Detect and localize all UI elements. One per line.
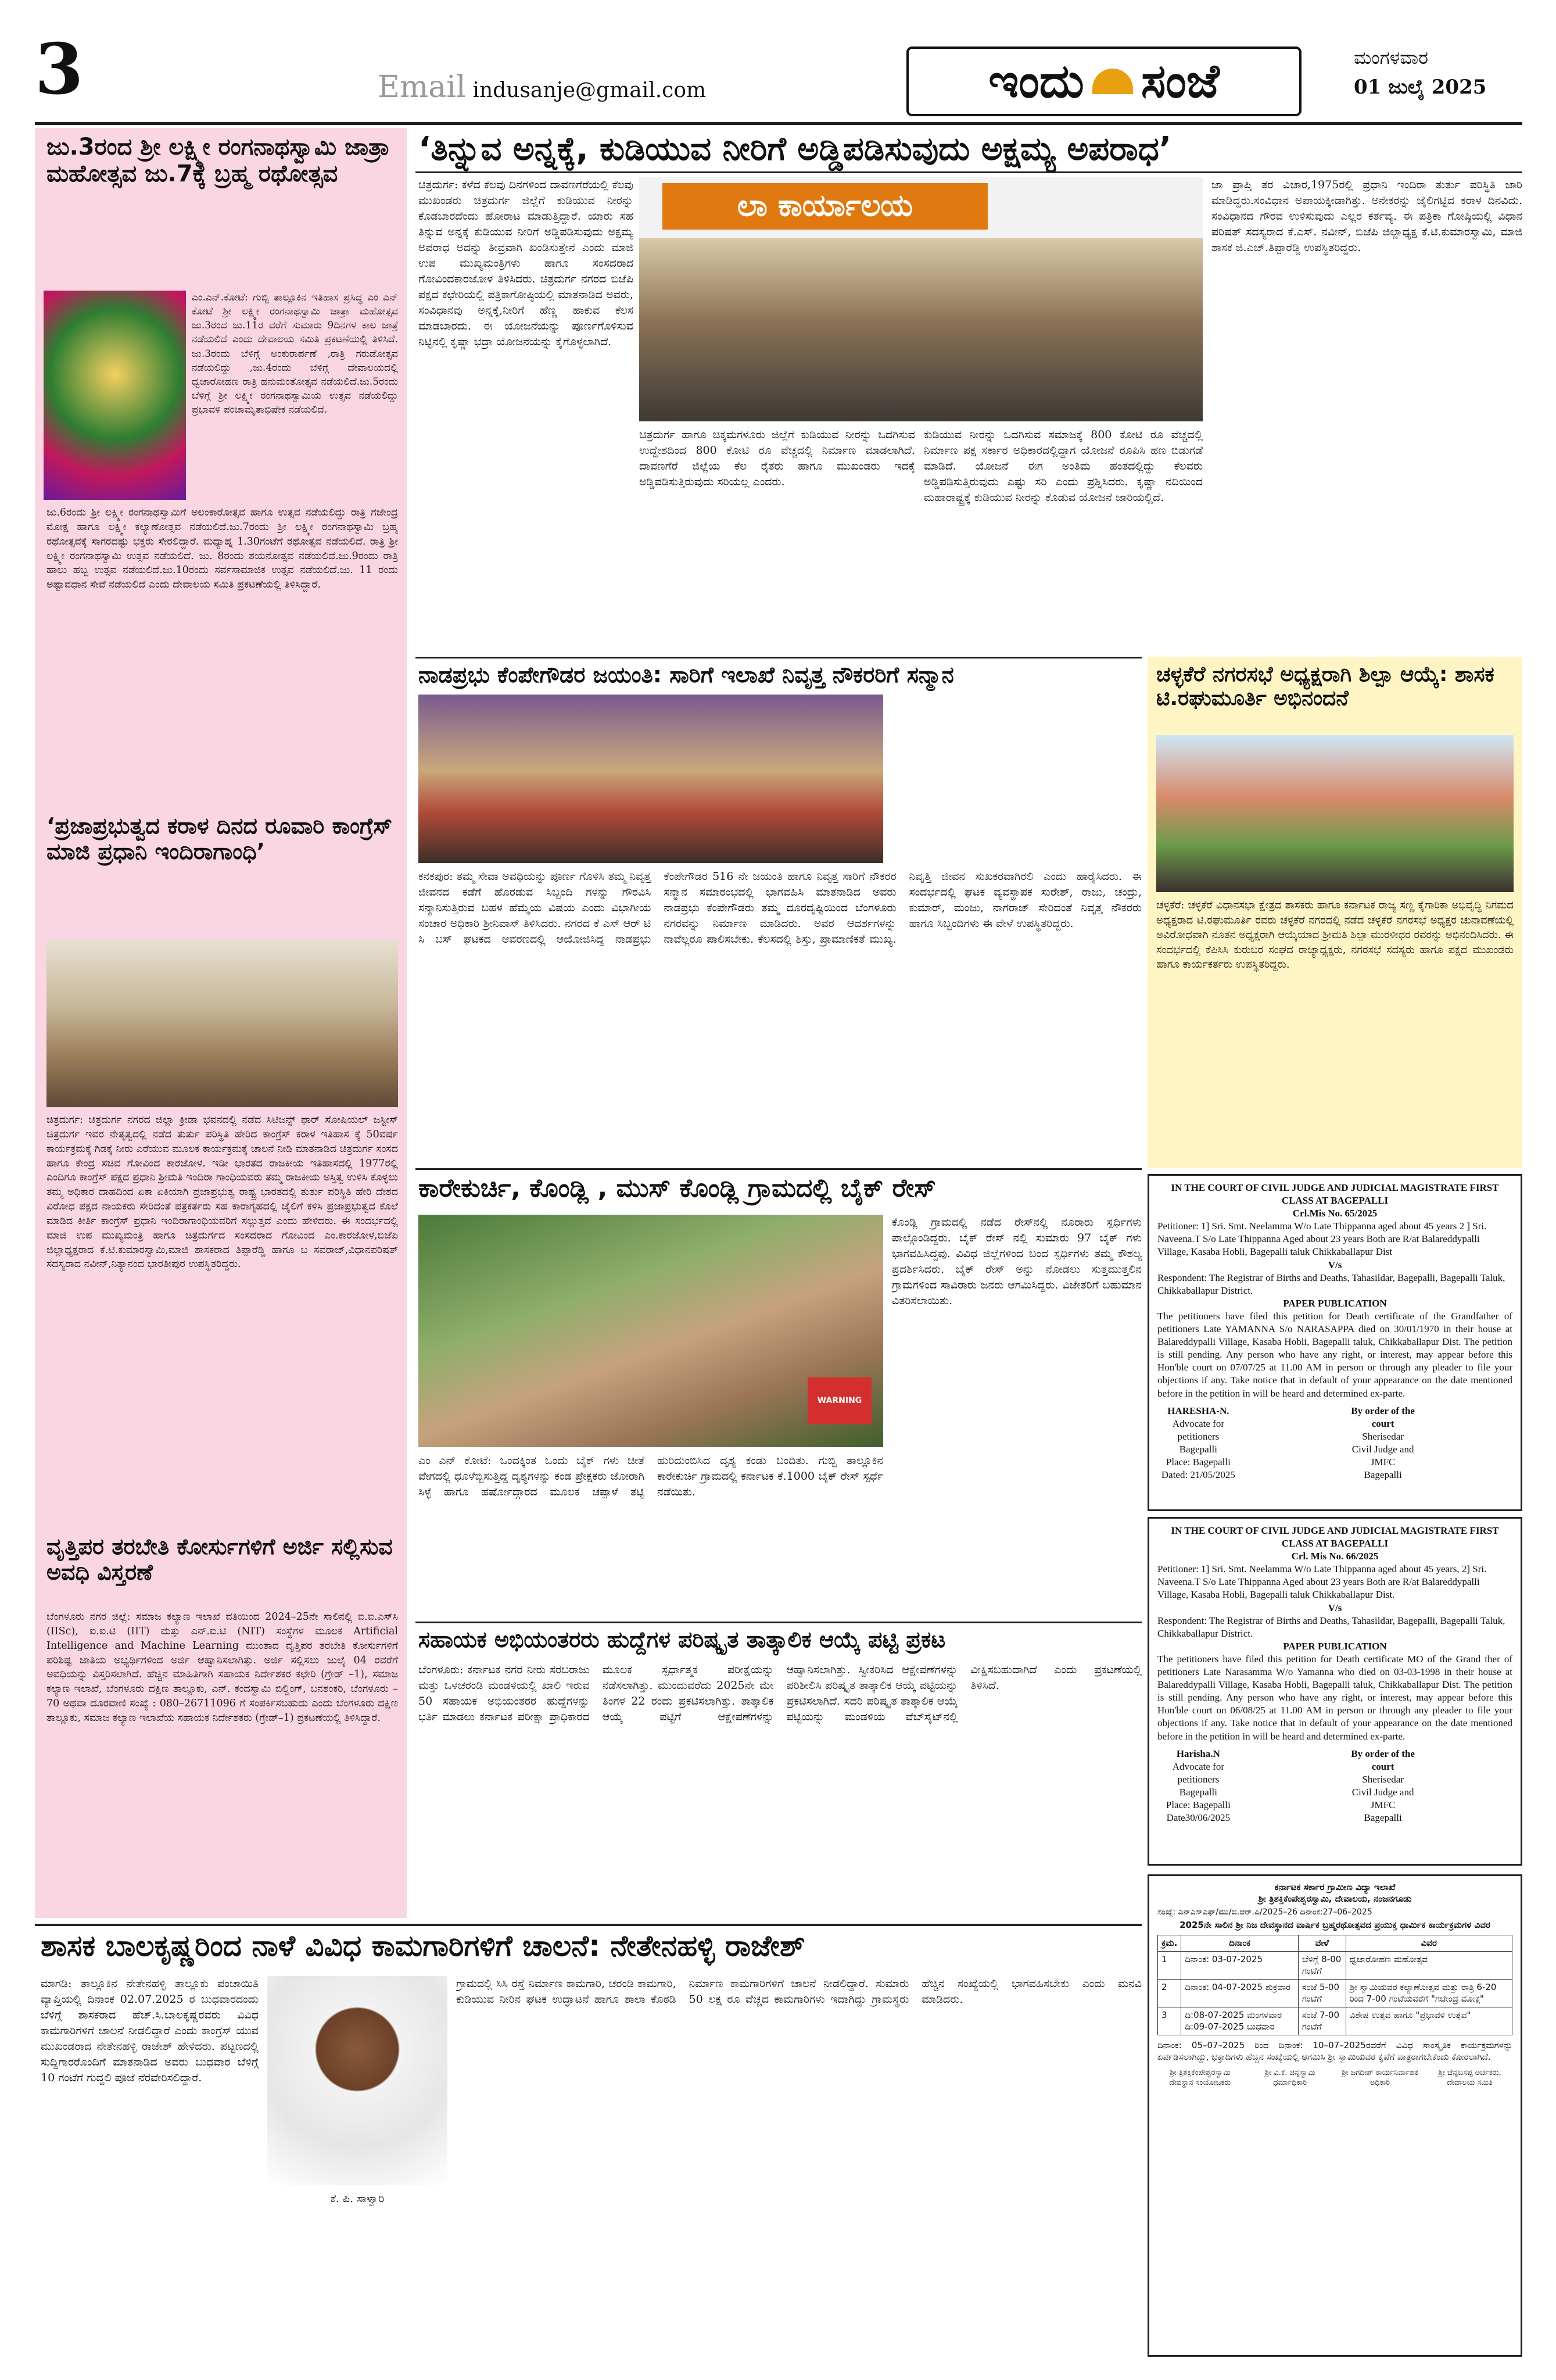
lead-rule: [415, 171, 1522, 173]
court-notice-1: [1148, 1174, 1522, 1511]
tender-col-header: ವಿವರ: [1346, 1935, 1512, 1952]
masthead-date: 01 ಜುಲೈ 2025: [1354, 76, 1487, 99]
tender-signatures: [1157, 2068, 1512, 2088]
lead-col1: ಚಿತ್ರದುರ್ಗ: ಕಳೆದ ಕೆಲವು ದಿನಗಳಿಂದ ದಾವಣಗೆರೆಯಲ್ಲಿ ಕೆಲವು ಮುಖಂಡರು ಚಿತ್ರದುರ್ಗ ಜಿಲ್ಲೆಗೆ ಕುಡಿಯುವ ನೀರನ್ನು ಕೊಡಬಾರದೆಂದು ಹೋರಾಟ ಮಾಡುತ್ತಿದ್ದಾರೆ. ಯಾರು ಸಹ ತಿನ್ನುವ ಅನ್ನಕ್ಕೆ ಕುಡಿಯುವ ನೀರಿಗೆ ಅಡ್ಡಿಪಡಿಸುವುದು ಅಕ್ಷಮ್ಯ ಅಪರಾಧ ಅದನ್ನು ತೀವ್ರವಾಗಿ ಖಂಡಿಸುತ್ತೇನೆ ಎಂದು ಮಾಜಿ ಉಪ ಮುಖ್ಯಮಂತ್ರಿಗಳು ಹಾಗೂ ಸಂಸದರಾದ ಗೋವಿಂದಕಾರಜೋಳ ತಿಳಿಸಿದರು. ಚಿತ್ರದುರ್ಗ ನಗರದ ಬಿಜೆಪಿ ಪಕ್ಷದ ಕಛೇರಿಯಲ್ಲಿ ಪತ್ರಿಕಾಗೋಷ್ಠಿಯಲ್ಲಿ ಮಾತನಾಡಿದ ಅವರು, ಸಂವಿಧಾನವು ಅನ್ನಕ್ಕೆ,ನೀರಿಗೆ ಹೆಣ್ಣ ಹಾಕುವ ಕೆಲಸ ಮಾಡಬಾರದು. ಈ ಯೋಜನೆಯನ್ನು ಪೂರ್ಣಗೊಳಿಸುವ ನಿಟ್ಟಿನಲ್ಲಿ ಕೃಷ್ಣಾ ಭದ್ರಾ ಯೋಜನೆಯನ್ನು ಕೈಗೊಳ್ಳಲಾಗಿದೆ.: [418, 178, 633, 348]
notice2-title: PAPER PUBLICATION: [1283, 1640, 1387, 1652]
notice1-signatures: [1157, 1405, 1512, 1482]
notice1-adv-name: HARESHA-N.: [1167, 1405, 1229, 1416]
notice1-order-court: Civil Judge and JMFC: [1351, 1443, 1414, 1468]
tender-head2: ಶ್ರೀ ತ್ರಿಶಕ್ತಿಕೆಂಪೇಶ್ವರಸ್ವಾಮಿ, ದೇವಾಲಯ, ನಂಜನಗೂಡು: [1258, 1893, 1412, 1904]
notice1-title: PAPER PUBLICATION: [1283, 1297, 1387, 1309]
portrait-photo: [267, 1976, 447, 2185]
story1-body: ಜು.6ರಂದು ಶ್ರೀ ಲಕ್ಷ್ಮೀ ರಂಗನಾಥಸ್ವಾಮಿಗೆ ಅಲಂಕಾರೋತ್ಸವ ಹಾಗೂ ಉತ್ಸವ ನಡೆಯಲಿದ್ದು ರಾತ್ರಿ ಗಜೇಂದ್ರ ಮೋಕ್ಷ ಹಾಗೂ ಲಕ್ಷ್ಮೀ ಕಲ್ಯಾಣೋತ್ಸವ ನಡೆಯಲಿದೆ.ಜು.7ರಂದು ಶ್ರೀ ಲಕ್ಷ್ಮೀ ರಂಗನಾಥಸ್ವಾಮಿ ಬ್ರಹ್ಮ ರಥೋತ್ಸವಕ್ಕೆ ಸಾಗರದಷ್ಟು ಭಕ್ತರು ಸೇರಲಿದ್ದಾರೆ. ಮಧ್ಯಾಹ್ನ 1.30ಗಂಟೆಗೆ ರಥೋತ್ಸವ ನಡೆಯಲಿದೆ. ರಾತ್ರಿ ಶ್ರೀ ಲಕ್ಷ್ಮೀ ರಂಗನಾಥಸ್ವಾಮಿ ಉತ್ಸವ ನಡೆಯಲಿದೆ. ಜು. 8ರಂದು ಶಯನೋತ್ಸವ ನಡೆಯಲಿದೆ.ಜು.9ರಂದು ರಾತ್ರಿ ಹಾಲು ಹಬ್ಬ ಉತ್ಸವ ನಡೆಯಲಿದೆ.ಜು.10ರಂದು ಸರ್ವಸಾಮಾಜಿಕ ಉತ್ಸವ ನಡೆಯಲಿದೆ.ಜು. 11 ರಂದು ಅಷ್ಟಾವಧಾನ ಸೇವೆ ನಡೆಯಲಿದೆ ಎಂದು ದೇವಾಲಯ ಸಮಿತಿ ಪ್ರಕಟಣೆಯಲ್ಲಿ ತಿಳಿಸಿದ್ದಾರೆ.: [46, 507, 398, 591]
table-row: [1158, 2007, 1512, 2035]
masthead-rule: [35, 122, 1522, 125]
deity-photo: [44, 291, 186, 500]
portrait-caption: ಕೆ. ಪಿ. ಸಾಳ್ವಾರಿ: [330, 2192, 385, 2205]
tender-col-header: ದಿನಾಂಕ: [1181, 1935, 1299, 1952]
masthead-weekday: ಮಂಗಳವಾರ: [1354, 46, 1429, 69]
logo-sun-icon: [1092, 69, 1133, 94]
email-line: [378, 70, 706, 105]
challakere-photo: [1156, 735, 1514, 892]
notice2-adv-place-label: Place: Bagepalli: [1166, 1799, 1231, 1810]
story3-body: ಬೆಂಗಳೂರು ನಗರ ಜಿಲ್ಲೆ: ಸಮಾಜ ಕಲ್ಯಾಣ ಇಲಾಖೆ ವತಿಯಿಂದ 2024–25ನೇ ಸಾಲಿನಲ್ಲಿ ಐ.ಐ.ಎಸ್‌ಸಿ (IISc), ಐ.ಐ.ಟಿ (IIT) ಮತ್ತು ಎನ್.ಐ.ಟಿ (NIT) ಸಂಸ್ಥೆಗಳ ಮೂಲಕ Artificial Intelligence and Machine Learning ಮುಂತಾದ ವೃತ್ತಿಪರ ತರಬೇತಿ ಕೋರ್ಸುಗಳಿಗೆ ಪರಿಶಿಷ್ಟ ಜಾತಿಯ ಅಭ್ಯರ್ಥಿಗಳಿಂದ ಅರ್ಜಿ ಆಹ್ವಾನಿಸಲಾಗಿತ್ತು. ಅರ್ಜಿ ಸಲ್ಲಿಸಲು ಜುಲೈ 04 ರವರೆಗೆ ಅವಧಿಯನ್ನು ವಿಸ್ತರಿಸಲಾಗಿದೆ. ಹೆಚ್ಚಿನ ಮಾಹಿತಿಗಾಗಿ ಸಹಾಯಕ ನಿರ್ದೇಶಕರ ಕಛೇರಿ (ಗ್ರೇಡ್ –1), ಸಮಾಜ ಕಲ್ಯಾಣ ಇಲಾಖೆ, ಬೆಂಗಳೂರು ದಕ್ಷಿಣ ತಾಲ್ಲೂಕು, ಎನ್. ಕಂದಸ್ವಾಮಿ ಬಿಲ್ಡಿಂಗ್, ಬನಶಂಕರಿ, ಬೆಂಗಳೂರು –70 ಅಥವಾ ದೂರವಾಣಿ ಸಂಖ್ಯೆ : 080–26711096 ಗೆ ಸಂಪರ್ಕಿಸಬಹುದು ಎಂದು ಬೆಂಗಳೂರು ದಕ್ಷಿಣ ತಾಲ್ಲೂಕು, ಸಮಾಜ ಕಲ್ಯಾಣ ಇಲಾಖೆಯ ಸಹಾಯಕ ನಿರ್ದೇಶಕರು (ಗ್ರೇಡ್–1) ಪ್ರಕಟಣೆಯಲ್ಲಿ ತಿಳಿಸಿದ್ದಾರೆ.: [46, 1611, 398, 1724]
tender-signature: ಶ್ರೀ ತ್ರಿಶಕ್ತಿಕೆಂಪೇಶ್ವರಸ್ವಾಮಿ ದೇವಸ್ಥಾನ ಸಂಯೋಜಕರು: [1169, 2068, 1231, 2088]
bike-photo: [418, 1215, 883, 1447]
notice1-adv-role: Advocate for petitioners: [1172, 1418, 1224, 1442]
tender-cell: ಧ್ವಜಾರೋಹಣ ಮಹೋತ್ಸವ: [1346, 1952, 1512, 1980]
tender-table-header: [1158, 1935, 1512, 1952]
notice1-adv-place: Bagepalli: [1179, 1443, 1217, 1455]
tender-cell: ದಿನಾಂಕ: 03-07-2025: [1181, 1952, 1299, 1980]
tender-cell: ಬೆಳಿಗ್ಗೆ 8-00 ಗಂಟೆಗೆ: [1298, 1952, 1346, 1980]
court-notice-2: [1148, 1517, 1522, 1866]
bike-headline: ಕಾರೇಕುರ್ಚಿ, ಕೊಂಡ್ಲಿ , ಮುಸ್ ಕೊಂಡ್ಲಿ ಗ್ರಾಮದಲ್ಲಿ ಬೈಕ್ ರೇಸ್: [418, 1173, 936, 1203]
tender-col-header: ವೇಳೆ: [1298, 1935, 1346, 1952]
notice1-case: Crl.Mis No. 65/2025: [1292, 1208, 1378, 1219]
tender-head1: ಕರ್ನಾಟಕ ಸರ್ಕಾರ ಗ್ರಾಮೀಣ ವಿದ್ಯಾ ಇಲಾಖೆ: [1274, 1882, 1396, 1892]
tender-signature: ಶ್ರೀ ಚೆನ್ನಬಸಪ್ಪ ಅರ್ಚಕರು, ದೇವಾಲಯ ಸಮಿತಿ: [1438, 2068, 1501, 2088]
tender-cell: ದಿನಾಂಕ: 04-07-2025 ಶುಕ್ರವಾರ: [1181, 1980, 1299, 2007]
bike-right-text: ಕೊಂಡ್ಲಿ ಗ್ರಾಮದಲ್ಲಿ ನಡೆದ ರೇಸ್‌ನಲ್ಲಿ ನೂರಾರು ಸ್ಪರ್ಧಿಗಳು ಪಾಲ್ಗೊಂಡಿದ್ದರು. ಬೈಕ್ ರೇಸ್ ನಲ್ಲಿ ಸುಮಾರು 97 ಬೈಕ್ ಗಳು ಭಾಗವಹಿಸಿದ್ದವು. ವಿವಿಧ ಜಿಲ್ಲೆಗಳಿಂದ ಬಂದ ಸ್ಪರ್ಧಿಗಳು ತಮ್ಮ ಕೌಶಲ್ಯ ಪ್ರದರ್ಶಿಸಿದರು. ಬೈಕ್ ರೇಸ್ ಅನ್ನು ನೋಡಲು ಸುತ್ತಮುತ್ತಲಿನ ಗ್ರಾಮಗಳಿಂದ ಸಾವಿರಾರು ಜನರು ಆಗಮಿಸಿದ್ದರು. ವಿಜೇತರಿಗೆ ಬಹುಮಾನ ವಿತರಿಸಲಾಯಿತು.: [892, 1216, 1142, 1307]
bottom-left-text: ಮಾಗಡಿ: ತಾಲ್ಲೂಕಿನ ನೇತೇನಹಳ್ಳಿ ತಾಲ್ಲೂಕು ಪಂಚಾಯಿತಿ ವ್ಯಾಪ್ತಿಯಲ್ಲಿ ದಿನಾಂಕ 02.07.2025 ರ ಬುಧವಾರದಂದು ಬೆಳಿಗ್ಗೆ ಶಾಸಕರಾದ ಹೆಚ್.ಸಿ.ಬಾಲಕೃಷ್ಣರವರು ವಿವಿಧ ಕಾಮಗಾರಿಗಳಿಗೆ ಚಾಲನೆ ನೀಡಲಿದ್ದಾರೆ ಎಂದು ಕಾಂಗ್ರೆಸ್ ಯುವ ಮುಖಂಡರಾದ ನೇತೇನಹಳ್ಳಿ ರಾಜೇಶ್ ಹೇಳಿದರು. ಪಟ್ಟಣದಲ್ಲಿ ಸುದ್ದಿಗಾರರೊಂದಿಗೆ ಮಾತನಾಡಿದ ಅವರು ಬುಧವಾರ ಬೆಳಿಗ್ಗೆ 10 ಗಂಟೆಗೆ ಗುದ್ದಲಿ ಪೂಜೆ ನೆರವೇರಿಸಲಿದ್ದಾರೆ.: [41, 1977, 259, 2084]
notice2-adv-date: Date30/06/2025: [1166, 1812, 1231, 1824]
notice2-adv-place: Bagepalli: [1179, 1786, 1217, 1798]
notice2-order: By order of the court: [1351, 1748, 1415, 1772]
temple-notice: [1148, 1874, 1522, 2357]
logo-left: ಇಂದು: [988, 54, 1084, 108]
notice2-adv-name: Harisha.N: [1176, 1748, 1220, 1759]
notice2-order-place: Bagepalli: [1364, 1812, 1402, 1824]
notice2-order-court: Civil Judge and JMFC: [1351, 1786, 1414, 1810]
story2-headline: ‘ಪ್ರಜಾಪ್ರಭುತ್ವದ ಕರಾಳ ದಿನದ ರೂವಾರಿ ಕಾಂಗ್ರೆಸ್ ಮಾಜಿ ಪ್ರಧಾನಿ ಇಂದಿರಾಗಾಂಧಿ’: [46, 813, 393, 864]
notice1-petitioners: Petitioner: 1] Sri. Smt. Neelamma W/o Late Thippanna aged about 45 years 2 ] Sri. Naveena.T S/o Late Thippanna Aged about 23 years Both are R/at Balareddypalli Village, Kasaba Hobli, Bagepalli taluk Chikkaballapur Dist: [1157, 1221, 1487, 1258]
email-address[interactable]: indusanje@gmail.com: [472, 78, 707, 102]
engineer-headline: ಸಹಾಯಕ ಅಭಿಯಂತರರು ಹುದ್ದೆಗಳ ಪರಿಷ್ಕೃತ ತಾತ್ಕಾಲಿಕ ಆಯ್ಕೆ ಪಟ್ಟಿ ಪ್ರಕಟ: [418, 1627, 946, 1652]
lead-col3: ಕುಡಿಯುವ ನೀರನ್ನು ಒದಗಿಸುವ ಸಮಾಜಕ್ಕೆ 800 ಕೋಟಿ ರೂ ವೆಚ್ಚದಲ್ಲಿ ನಿರ್ಮಾಣ ಪಕ್ಷ ಸರ್ಕಾರ ಅಧಿಕಾರದಲ್ಲಿದ್ದಾಗ ಯೋಜನೆ ರೂಪಿಸಿ ಹಣ ಬಿಡುಗಡೆ ಮಾಡಿದೆ. ಯೋಜನೆ ಈಗ ಅಂತಿಮ ಹಂತದಲ್ಲಿದ್ದು ಕೆಲವರು ಅಡ್ಡಿಪಡಿಸುತ್ತಿರುವುದು ಎಷ್ಟು ಸರಿ ಎಂದು ಪ್ರಶ್ನಿಸಿದರು. ಕೃಷ್ಣಾ ನದಿಯಿಂದ ಮಹಾರಾಷ್ಟ್ರಕ್ಕೆ ಕುಡಿಯುವ ನೀರನ್ನು ಕೊಡುವ ಯೋಜನೆ ಜಾರಿಯಲ್ಲಿದೆ.: [924, 428, 1203, 504]
bike-left-text: ಎಂ ಎನ್ ಕೋಟೆ: ಒಂದಕ್ಕಿಂತ ಒಂದು ಬೈಕ್ ಗಳು ಚೀತೆ ವೇಗದಲ್ಲಿ ಧೂಳೆಬ್ಬಿಸುತ್ತಿದ್ದ ದೃಶ್ಯಗಳನ್ನು ಕಂಡ ಪ್ರೇಕ್ಷಕರು ಜೋರಾಗಿ ಸಿಳ್ಳೆ ಹಾಗೂ ಹರ್ಷೋದ್ಗಾರದ ಮೂಲಕ ಚಪ್ಪಾಳೆ ತಟ್ಟಿ ಹುರಿದುಂಬಿಸಿದ ದೃಶ್ಯ ಕಂಡು ಬಂದಿತು. ಗುಬ್ಬಿ ತಾಲ್ಲೂಕಿನ ಕಾರೇಕುರ್ಚಿ ಗ್ರಾಮದಲ್ಲಿ ಕರ್ನಾಟಕ ಕೆ.1000 ಬೈಕ್ ರೇಸ್ ಸ್ಪರ್ಧೆ ನಡೆಯಿತು.: [418, 1454, 883, 1498]
kempegowda-body: ಕನಕಪುರ: ತಮ್ಮ ಸೇವಾ ಅವಧಿಯನ್ನು ಪೂರ್ಣ ಗೊಳಿಸಿ ತಮ್ಮ ನಿವೃತ್ತ ಜೀವನದ ಕಡೆಗೆ ಹೊರಡುವ ಸಿಬ್ಬಂದಿ ಗಳನ್ನು ಗೌರವಿಸಿ ಸನ್ಮಾನಿಸುತ್ತಿರುವ ಬಹಳ ಹೆಮ್ಮೆಯ ವಿಷಯ ಎಂದು ವಿಭಾಗೀಯ ಸಂಚಾರ ಅಧಿಕಾರಿ ಶ್ರೀನಿವಾಸ್ ತಿಳಿಸಿದರು. ನಗರದ ಕೆ ಎಸ್ ಆರ್ ಟಿ ಸಿ ಬಸ್ ಘಟಕದ ಆವರಣದಲ್ಲಿ ಆಯೋಜಿಸಿದ್ದ ನಾಡಪ್ರಭು ಕೆಂಪೇಗೌಡರ 516 ನೇ ಜಯಂತಿ ಹಾಗೂ ನಿವೃತ್ತ ಸಾರಿಗೆ ನೌಕರರ ಸನ್ಮಾನ ಸಮಾರಂಭದಲ್ಲಿ ಭಾಗವಹಿಸಿ ಮಾತನಾಡಿದ ಅವರು ನಾಡಪ್ರಭು ಕೆಂಪೇಗೌಡರು ತಮ್ಮ ದೂರದೃಷ್ಟಿಯಿಂದ ಬೆಂಗಳೂರು ನಗರವನ್ನು ನಿರ್ಮಾಣ ಮಾಡಿದರು. ಅವರ ಆದರ್ಶಗಳನ್ನು ನಾವೆಲ್ಲರೂ ಪಾಲಿಸಬೇಕು. ಕೆಲಸದಲ್ಲಿ ಶಿಸ್ತು, ಪ್ರಾಮಾಣಿಕತೆ ಮುಖ್ಯ. ನಿವೃತ್ತಿ ಜೀವನ ಸುಖಕರವಾಗಿರಲಿ ಎಂದು ಹಾರೈಸಿದರು. ಈ ಸಂದರ್ಭದಲ್ಲಿ ಘಟಕ ವ್ಯವಸ್ಥಾಪಕ ಸುರೇಶ್, ರಾಜು, ಚಂದ್ರು, ಕುಮಾರ್, ಮಂಜು, ನಾಗರಾಜ್ ಸೇರಿದಂತೆ ನಿವೃತ್ತ ನೌಕರರು ಹಾಗೂ ಸಿಬ್ಬಂದಿಗಳು ಈ ವೇಳೆ ಉಪಸ್ಥಿತರಿದ್ದರು.: [418, 870, 1142, 946]
kempegowda-photo: [418, 695, 883, 863]
story1-headline: ಜು.3ರಂದ ಶ್ರೀ ಲಕ್ಷ್ಮೀ ರಂಗನಾಥಸ್ವಾಮಿ ಜಾತ್ರಾ ಮಹೋತ್ಸವ ಜು.7ಕ್ಕೆ ಬ್ರಹ್ಮ ರಥೋತ್ಸವ: [46, 134, 390, 187]
challakere-headline: ಚಳ್ಳಕೆರೆ ನಗರಸಭೆ ಅಧ್ಯಕ್ಷರಾಗಿ ಶಿಲ್ಪಾ ಆಯ್ಕೆ: ಶಾಸಕ ಟಿ.ರಘುಮೂರ್ತಿ ಅಭಿನಂದನೆ: [1156, 663, 1494, 711]
notice1-order: By order of the court: [1351, 1405, 1415, 1429]
tender-signature: ಶ್ರೀ ವಿ.ಕೆ. ಚಿನ್ನಸ್ವಾಮಿ ಧರ್ಮಾಧಿಕಾರಿ: [1264, 2068, 1315, 2088]
tender-signature: ಶ್ರೀ ಜಗದೀಶ್ ಕಾರ್ಯನಿರ್ವಾಹಕ ಅಧಿಕಾರಿ: [1341, 2068, 1418, 2088]
tender-title: 2025ನೇ ಸಾಲಿನ ಶ್ರೀ ನಿಜ ದೇವಸ್ಥಾನದ ವಾರ್ಷಿಕ ಬ್ರಹ್ಮರಥೋತ್ಸವದ ಪ್ರಯುಕ್ತ ಧಾರ್ಮಿಕ ಕಾರ್ಯಕ್ರಮಗಳ ವಿವರ: [1179, 1920, 1490, 1931]
notice2-body: The petitioners have filed this petition for Death certificate MO of the Grand ther of petitioners Late Narasamma W/o Yamanna who died on 03-03-1998 in their house at Balareddypalli Village, Kasaba Hobli, Bagepalli taluk, Chikkaballapur Dist. The petition is still pending. Any person who have any right, or interest, may appear before this Hon'ble court on 06/08/25 at 11.00 AM in person or through any pleader to file your objections if any. Take notice that in default of your appearance on the date mentioned before in the petition in will be heard and determined ex-parte.: [1157, 1653, 1512, 1742]
story1-intro: ಎಂ.ಎನ್.ಕೋಟೆ: ಗುಬ್ಬಿ ತಾಲ್ಲೂಕಿನ ಇತಿಹಾಸ ಪ್ರಸಿದ್ಧ ಎಂ ಎನ್ ಕೋಟೆ ಶ್ರೀ ಲಕ್ಷ್ಮೀ ರಂಗನಾಥಸ್ವಾಮಿ ಜಾತ್ರಾ ಮಹೋತ್ಸವ ಜು.3ರಂದ ಜು.11ರ ವರೆಗೆ ಸುಮಾರು 9ದಿನಗಳ ಕಾಲ ಜಾತ್ರೆ ನಡೆಯಲಿದೆ ಎಂದು ದೇವಾಲಯ ಸಮಿತಿ ಪ್ರಕಟಣೆಯಲ್ಲಿ ತಿಳಿಸಿದೆ. ಜು.3ರಂದು ಬೆಳಿಗ್ಗೆ ಅಂಕುರಾರ್ಪಣೆ ,ರಾತ್ರಿ ಗರುಡೋತ್ಸವ ನಡೆಯಲಿದ್ದು ,ಜು.4ರಂದು ಬೆಳಿಗ್ಗೆ ದೇವಾಲಯದಲ್ಲಿ ಧ್ವಜಾರೋಹಣ ರಾತ್ರಿ ಹನುಮಂತೋತ್ಸವ ನಡೆಯಲಿದೆ.ಜು.5ರಂದು ಬೆಳಿಗ್ಗೆ ಶ್ರೀ ಲಕ್ಷ್ಮೀ ರಂಗನಾಥಸ್ವಾಮಿಯ ಉತ್ಸವ ನಡೆಯಲಿದ್ದು ಪ್ರಭಾವಳಿ ಪಂಚಾಮೃತಾಭಿಷೇಕ ನಡೆಯಲಿದೆ.: [192, 292, 398, 416]
lead-banner-text: ಲಾ ಕಾರ್ಯಾಲಯ: [737, 188, 913, 224]
kempegowda-headline: ನಾಡಪ್ರಭು ಕೆಂಪೇಗೌಡರ ಜಯಂತಿ: ಸಾರಿಗೆ ಇಲಾಖೆ ನಿವೃತ್ತ ನೌಕರರಿಗೆ ಸನ್ಮಾನ: [418, 662, 954, 688]
tender-ref: ಸಂಖ್ಯೆ: ಎನ್‌ಎಸ್‌ಎಫ್/ಮು/ಜಿ.ಆರ್.ಪಿ/2025–26 ದಿನಾಂಕ:27–06–2025: [1157, 1907, 1372, 1917]
table-row: [1158, 1980, 1512, 2007]
story3-headline: ವೃತ್ತಿಪರ ತರಬೇತಿ ಕೋರ್ಸುಗಳಿಗೆ ಅರ್ಜಿ ಸಲ್ಲಿಸುವ ಅವಧಿ ವಿಸ್ತರಣೆ: [46, 1534, 393, 1585]
lead-banner: [662, 183, 988, 230]
notice2-petitioners: Petitioner: 1] Sri. Smt. Neelamma W/o Late Thippanna aged about 45 years, 2] Sri. Naveena.T S/o Late Thippanna Aged about 23 years Both are R/at Balareddypalli Village, Kasaba Hobli, Bagepalli taluk Chikkaballapur Dist.: [1157, 1563, 1487, 1601]
bottom-right-text: ಗ್ರಾಮದಲ್ಲಿ ಸಿಸಿ ರಸ್ತೆ ನಿರ್ಮಾಣ ಕಾಮಗಾರಿ, ಚರಂಡಿ ಕಾಮಗಾರಿ, ಕುಡಿಯುವ ನೀರಿನ ಘಟಕ ಉದ್ಘಾಟನೆ ಹಾಗೂ ಶಾಲಾ ಕೊಠಡಿ ನಿರ್ಮಾಣ ಕಾಮಗಾರಿಗಳಿಗೆ ಚಾಲನೆ ನೀಡಲಿದ್ದಾರೆ. ಸುಮಾರು 50 ಲಕ್ಷ ರೂ ವೆಚ್ಚದ ಕಾಮಗಾರಿಗಳು ಇದಾಗಿದ್ದು ಗ್ರಾಮಸ್ಥರು ಹೆಚ್ಚಿನ ಸಂಖ್ಯೆಯಲ್ಲಿ ಭಾಗವಹಿಸಬೇಕು ಎಂದು ಮನವಿ ಮಾಡಿದರು.: [456, 1977, 1142, 2006]
notice1-adv-place-label: Place: Bagepalli: [1166, 1456, 1231, 1468]
notice1-vs: V/s: [1328, 1259, 1342, 1270]
notice1-body: The petitioners have filed this petition for Death certificate of the Grandfather of petitioners Late YAMANNA S/o NARASAPPA died on 30/01/1970 in their house at Balareddypalli Village, Kasaba Hobli, Bagepalli taluk, Chikkaballapur Dist. The petition is still pending. Any person who have any right, or interest, may appear before this Hon'ble court on 07/07/25 at 11.00 AM in person or through any pleader to file your objections if any. Take notice that in default of your appearance on the date mentioned before in the petition in will be heard and determined ex-parte.: [1157, 1310, 1512, 1399]
tender-cell: ದಿ:08-07-2025 ಮಂಗಳವಾರ ದಿ:09-07-2025 ಬುಧವಾರ: [1181, 2007, 1299, 2035]
bike-rule: [415, 1168, 1142, 1170]
email-label: Email: [378, 70, 466, 105]
story2-photo: [46, 939, 398, 1107]
logo-right: ಸಂಜೆ: [1141, 54, 1220, 108]
story2-body: ಚಿತ್ರದುರ್ಗ: ಚಿತ್ರದುರ್ಗ ನಗರದ ಜಿಲ್ಲಾ ಕ್ರೀಡಾ ಭವನದಲ್ಲಿ ನಡೆದ ಸಿಟಿಜನ್ಸ್ ಫಾರ್ ಸೋಷಿಯಲ್ ಜಸ್ಟೀಸ್ ಚಿತ್ರದುರ್ಗ ಇವರ ನೇತೃತ್ವದಲ್ಲಿ ನಡೆದ ತುರ್ತು ಪರಿಸ್ಥಿತಿ ಹೇರಿದ ಕಾಂಗ್ರೆಸ್ ಕರಾಳ ಇತಿಹಾಸ ಕ್ಕೆ 50ವರ್ಷ ಕಾರ್ಯಕ್ರಮಕ್ಕೆ ಗಿಡಕ್ಕೆ ನೀರು ಎರೆಯುವ ಮೂಲಕ ಕಾರ್ಯಕ್ರಮಕ್ಕೆ ಚಾಲನೆ ನೀಡಿ ಮಾತನಾಡಿದ ಚಿತ್ರದುರ್ಗ ಸಂಸದ ಹಾಗೂ ಕೇಂದ್ರ ಸಚಿವ ಗೋವಿಂದ ಕಾರಜೋಳ. ಇಡೀ ಭಾರತದ ರಾಜಕೀಯ ಇತಿಹಾಸದಲ್ಲಿ 1977ರಲ್ಲಿ ಎಂದಿಗೂ ಕಾಂಗ್ರೆಸ್ ಪಕ್ಷದ ಪ್ರಧಾನಿ ಶ್ರೀಮತಿ ಇಂದಿರಾ ಗಾಂಧಿಯವರು ತಮ್ಮ ರಾಜಕೀಯ ಅಸ್ತಿತ್ವ ಉಳಿಸಿ ಕೊಳ್ಳಲು ತಮ್ಮ ಅಧಿಕಾರ ದಾಹದಿಂದ ಏಕಾ ಏಕಿಯಾಗಿ ಪ್ರಜಾಪ್ರಭುತ್ವ ರಾಷ್ಟ್ರ ಭಾರತದಲ್ಲಿ ತುರ್ತು ಪರಿಸ್ಥಿತಿ ಹೇರಿ ದೇಶದ ವಿರೋಧ ಪಕ್ಷದ ನಾಯಕರು ಸೇರಿದಂತೆ ಪತ್ರಕರ್ತರು ಸಹ ಕಾರಾಗೃಹದಲ್ಲಿ ಜೈಲಿಗೆ ಕಳಿಸಿ ಪ್ರಜಾಪ್ರಭುತ್ವದ ಕೊಲೆ ಮಾಡಿದ ಕೀರ್ತಿ ಕಾಂಗ್ರೆಸ್ ಪ್ರಧಾನಿ ಇಂದಿರಾಗಾಂಧಿಯವರಿಗೆ ಸಲ್ಲುತ್ತದೆ ಎಂದು ಹೇಳಿದರು. ಈ ಸಂದರ್ಭದಲ್ಲಿ ಮಾಜಿ ಉಪ ಮುಖ್ಯಮಂತ್ರಿ ಹಾಗೂ ಚಿತ್ರದುರ್ಗದ ಸಂಸದರಾದ ಗೋವಿಂದ ಎಂ.ಕಾರಜೋಳ,ಬಿಜೆಪಿ ಜಿಲ್ಲಾಧ್ಯಕ್ಷರಾದ ಕೆ.ಟಿ.ಕುಮಾರಸ್ವಾಮಿ,ಮಾಜಿ ಶಾಸಕರಾದ ತಿಪ್ಪಾರೆಡ್ಡಿ ಹಾಗೂ ಬ ಸವರಾಜ್,ವಿಧಾನಪರಿಷತ್ ಸದಸ್ಯರಾದ ನವೀನ್,ನಿತ್ಯಾನಂದ ಭಾರತೀಪುರ ಉಪಸ್ಥಿತರಿದ್ದರು.: [46, 1114, 398, 1270]
lead-photo: [639, 177, 1203, 421]
tender-cell: 1: [1158, 1952, 1181, 1980]
tender-cell: ಶ್ರೀ ಸ್ವಾಮಿಯವರ ಕಲ್ಯಾಣೋತ್ಸವ ಮತ್ತು ರಾತ್ರಿ 6-20 ರಿಂದ 7-00 ಗಂಟೆಯವರೆಗೆ "ಗಜೇಂದ್ರ ಮೋಕ್ಷ": [1346, 1980, 1512, 2007]
notice2-respondent: Respondent: The Registrar of Births and Deaths, Tahasildar, Bagepalli, Bagepalli Taluk, Chikkaballapur District.: [1157, 1615, 1505, 1639]
warning-sign: [808, 1377, 872, 1424]
tender-cell: ಸಂಜೆ 7-00 ಗಂಟೆಗೆ: [1298, 2007, 1346, 2035]
tender-cell: 2: [1158, 1980, 1181, 2007]
notice1-respondent: Respondent: The Registrar of Births and Deaths, Tahasildar, Bagepalli, Bagepalli Taluk, Chikkaballapur District.: [1157, 1272, 1505, 1296]
lead-headline: ‘ತಿನ್ನುವ ಅನ್ನಕ್ಕೆ, ಕುಡಿಯುವ ನೀರಿಗೆ ಅಡ್ಡಿಪಡಿಸುವುದು ಅಕ್ಷಮ್ಯ ಅಪರಾಧ’: [418, 130, 1172, 168]
notice2-order-role: Sherisedar: [1362, 1773, 1404, 1785]
notice2-signatures: [1157, 1748, 1512, 1825]
masthead-logo: [906, 46, 1302, 116]
notice2-adv-role: Advocate for petitioners: [1172, 1760, 1224, 1785]
notice2-vs: V/s: [1328, 1602, 1342, 1613]
kempegowda-rule: [415, 657, 1142, 658]
tender-cell: ಸಂಜೆ 5-00 ಗಂಟೆಗೆ: [1298, 1980, 1346, 2007]
notice1-order-place: Bagepalli: [1364, 1469, 1402, 1481]
notice2-court: IN THE COURT OF CIVIL JUDGE AND JUDICIAL MAGISTRATE FIRST CLASS AT BAGEPALLI: [1171, 1525, 1499, 1549]
challakere-body: ಚಳ್ಳಕೆರೆ: ಚಳ್ಳಕೆರೆ ವಿಧಾನಸಭಾ ಕ್ಷೇತ್ರದ ಶಾಸಕರು ಹಾಗೂ ಕರ್ನಾಟಕ ರಾಜ್ಯ ಸಣ್ಣ ಕೈಗಾರಿಕಾ ಅಭಿವೃದ್ಧಿ ನಿಗಮದ ಅಧ್ಯಕ್ಷರಾದ ಟಿ.ರಘುಮೂರ್ತಿ ರವರು ಚಳ್ಳಕೆರೆ ನಗರದಲ್ಲಿ ನಡೆದ ಚಳ್ಳಕೆರೆ ನಗರಸಭೆ ಅಧ್ಯಕ್ಷರ ಚುನಾವಣೆಯಲ್ಲಿ ಅವಿರೋಧವಾಗಿ ನೂತನ ಅಧ್ಯಕ್ಷರಾಗಿ ಆಯ್ಕೆಯಾದ ಶ್ರೀಮತಿ ಶಿಲ್ಪಾ ಮುರಳೀಧರ ರವರನ್ನು ಅಭಿನಂದಿಸಿದರು. ಈ ಸಂದರ್ಭದಲ್ಲಿ ಕೆಪಿಸಿಸಿ ಕುರುಬರ ಸಂಘದ ರಾಜ್ಯಾಧ್ಯಕ್ಷರು, ನಗರಸಭೆ ಸದಸ್ಯರು ಹಾಗೂ ಪಕ್ಷದ ಮುಖಂಡರು ಹಾಗೂ ಕಾರ್ಯಕರ್ತರು ಉಪಸ್ಥಿತರಿದ್ದರು.: [1156, 899, 1514, 971]
warning-sign-text: WARNING: [817, 1396, 862, 1405]
lead-col2: ಚಿತ್ರದುರ್ಗ ಹಾಗೂ ಚಿಕ್ಕಮಗಳೂರು ಜಿಲ್ಲೆಗೆ ಕುಡಿಯುವ ನೀರನ್ನು ಒದಗಿಸುವ ಉದ್ದೇಶದಿಂದ 800 ಕೋಟಿ ರೂ ವೆಚ್ಚದಲ್ಲಿ ನಿರ್ಮಾಣ ಮಾಡಲಾಗಿದೆ. ದಾವಣಗೆರೆ ಜಿಲ್ಲೆಯ ಕೆಲ ರೈತರು ಹಾಗೂ ಮುಖಂಡರು ಇದಕ್ಕೆ ಅಡ್ಡಿಪಡಿಸುತ್ತಿರುವುದು ಸರಿಯಲ್ಲ ಎಂದರು.: [639, 428, 915, 488]
notice1-adv-date: Dated: 21/05/2025: [1161, 1469, 1235, 1481]
engineer-rule: [415, 1622, 1142, 1623]
page-number: 3: [35, 28, 84, 110]
tender-col-header: ಕ್ರಮ.: [1158, 1935, 1181, 1952]
table-row: [1158, 1952, 1512, 1980]
notice2-case: Crl. Mis No. 66/2025: [1291, 1551, 1379, 1562]
engineer-body: ಬೆಂಗಳೂರು: ಕರ್ನಾಟಕ ನಗರ ನೀರು ಸರಬರಾಜು ಮತ್ತು ಒಳಚರಂಡಿ ಮಂಡಳಿಯಲ್ಲಿ ಖಾಲಿ ಇರುವ 50 ಸಹಾಯಕ ಅಭಿಯಂತರರ ಹುದ್ದೆಗಳನ್ನು ಭರ್ತಿ ಮಾಡಲು ಕರ್ನಾಟಕ ಪರೀಕ್ಷಾ ಪ್ರಾಧಿಕಾರದ ಮೂಲಕ ಸ್ಪರ್ಧಾತ್ಮಕ ಪರೀಕ್ಷೆಯನ್ನು ನಡೆಸಲಾಗಿತ್ತು. ಮುಂದುವರೆದು 2025ನೇ ಮೇ ತಿಂಗಳ 22 ರಂದು ಪ್ರಕಟಿಸಲಾಗಿತ್ತು. ತಾತ್ಕಾಲಿಕ ಆಯ್ಕೆ ಪಟ್ಟಿಗೆ ಆಕ್ಷೇಪಣೆಗಳನ್ನು ಆಹ್ವಾನಿಸಲಾಗಿತ್ತು. ಸ್ವೀಕರಿಸಿದ ಆಕ್ಷೇಪಣೆಗಳನ್ನು ಪರಿಶೀಲಿಸಿ ಪರಿಷ್ಕೃತ ತಾತ್ಕಾಲಿಕ ಆಯ್ಕೆ ಪಟ್ಟಿಯನ್ನು ಪ್ರಕಟಿಸಲಾಗಿದೆ. ಸದರಿ ಪರಿಷ್ಕೃತ ತಾತ್ಕಾಲಿಕ ಆಯ್ಕೆ ಪಟ್ಟಿಯನ್ನು ಮಂಡಳಿಯ ವೆಬ್‌ಸೈಟ್‌ನಲ್ಲಿ ವೀಕ್ಷಿಸಬಹುದಾಗಿದೆ ಎಂದು ಪ್ರಕಟಣೆಯಲ್ಲಿ ತಿಳಿಸಿದೆ.: [418, 1663, 1142, 1723]
bottom-rule: [35, 1924, 1142, 1926]
lead-col4: ಜಾ ಪ್ರಾಪ್ತಿ ತರ ವಿಚಾರ,1975ರಲ್ಲಿ ಪ್ರಧಾನಿ ಇಂದಿರಾ ತುರ್ತು ಪರಿಸ್ಥಿತಿ ಜಾರಿ ಮಾಡಿದ್ದರು.ಸಂವಿಧಾನ ಅಪಾಯಕ್ಕೀಡಾಗಿತ್ತು. ಅನೇಕರನ್ನು ಜೈಲಿಗಟ್ಟಿದ ಕರಾಳ ದಿನವಿದು. ಸಂವಿಧಾನದ ಗೌರವ ಉಳಿಸುವುದು ಎಲ್ಲರ ಕರ್ತವ್ಯ. ಈ ಪತ್ರಿಕಾ ಗೋಷ್ಠಿಯಲ್ಲಿ ವಿಧಾನ ಪರಿಷತ್ ಸದಸ್ಯರಾದ ಕೆ.ಎಸ್. ನವೀನ್, ಬಿಜೆಪಿ ಜಿಲ್ಲಾಧ್ಯಕ್ಷ ಕೆ.ಟಿ.ಕುಮಾರಸ್ವಾಮಿ, ಮಾಜಿ ಶಾಸಕ ಜಿ.ಎಚ್.ತಿಪ್ಪಾರೆಡ್ಡಿ ಉಪಸ್ಥಿತರಿದ್ದರು.: [1211, 178, 1522, 254]
bottom-headline: ಶಾಸಕ ಬಾಲಕೃಷ್ಣರಿಂದ ನಾಳೆ ವಿವಿಧ ಕಾಮಗಾರಿಗಳಿಗೆ ಚಾಲನೆ: ನೇತೇನಹಳ್ಳಿ ರಾಜೇಶ್: [41, 1929, 805, 1963]
tender-cell: ವಿಶೇಷ ಉತ್ಸವ ಹಾಗೂ "ಪ್ರಭಾವಳಿ ಉತ್ಸವ": [1346, 2007, 1512, 2035]
tender-cell: 3: [1158, 2007, 1181, 2035]
tender-footer: ದಿನಾಂಕ: 05–07–2025 ರಿಂದ ದಿನಾಂಕ: 10–07–2025ರವರೆಗೆ ವಿವಿಧ ಸಾಂಸ್ಕೃತಿಕ ಕಾರ್ಯಕ್ರಮಗಳನ್ನು ಏರ್ಪಡಿಸಲಾಗಿದ್ದು, ಭಕ್ತಾದಿಗಳು ಹೆಚ್ಚಿನ ಸಂಖ್ಯೆಯಲ್ಲಿ ಆಗಮಿಸಿ ಶ್ರೀ ಸ್ವಾಮಿಯವರ ಕೃಪೆಗೆ ಪಾತ್ರರಾಗಬೇಕೆಂದು ಕೋರಲಾಗಿದೆ.: [1157, 2040, 1512, 2062]
notice1-court: IN THE COURT OF CIVIL JUDGE AND JUDICIAL MAGISTRATE FIRST CLASS AT BAGEPALLI: [1171, 1182, 1499, 1207]
notice1-order-role: Sherisedar: [1362, 1430, 1404, 1442]
tender-table: [1157, 1935, 1512, 2036]
